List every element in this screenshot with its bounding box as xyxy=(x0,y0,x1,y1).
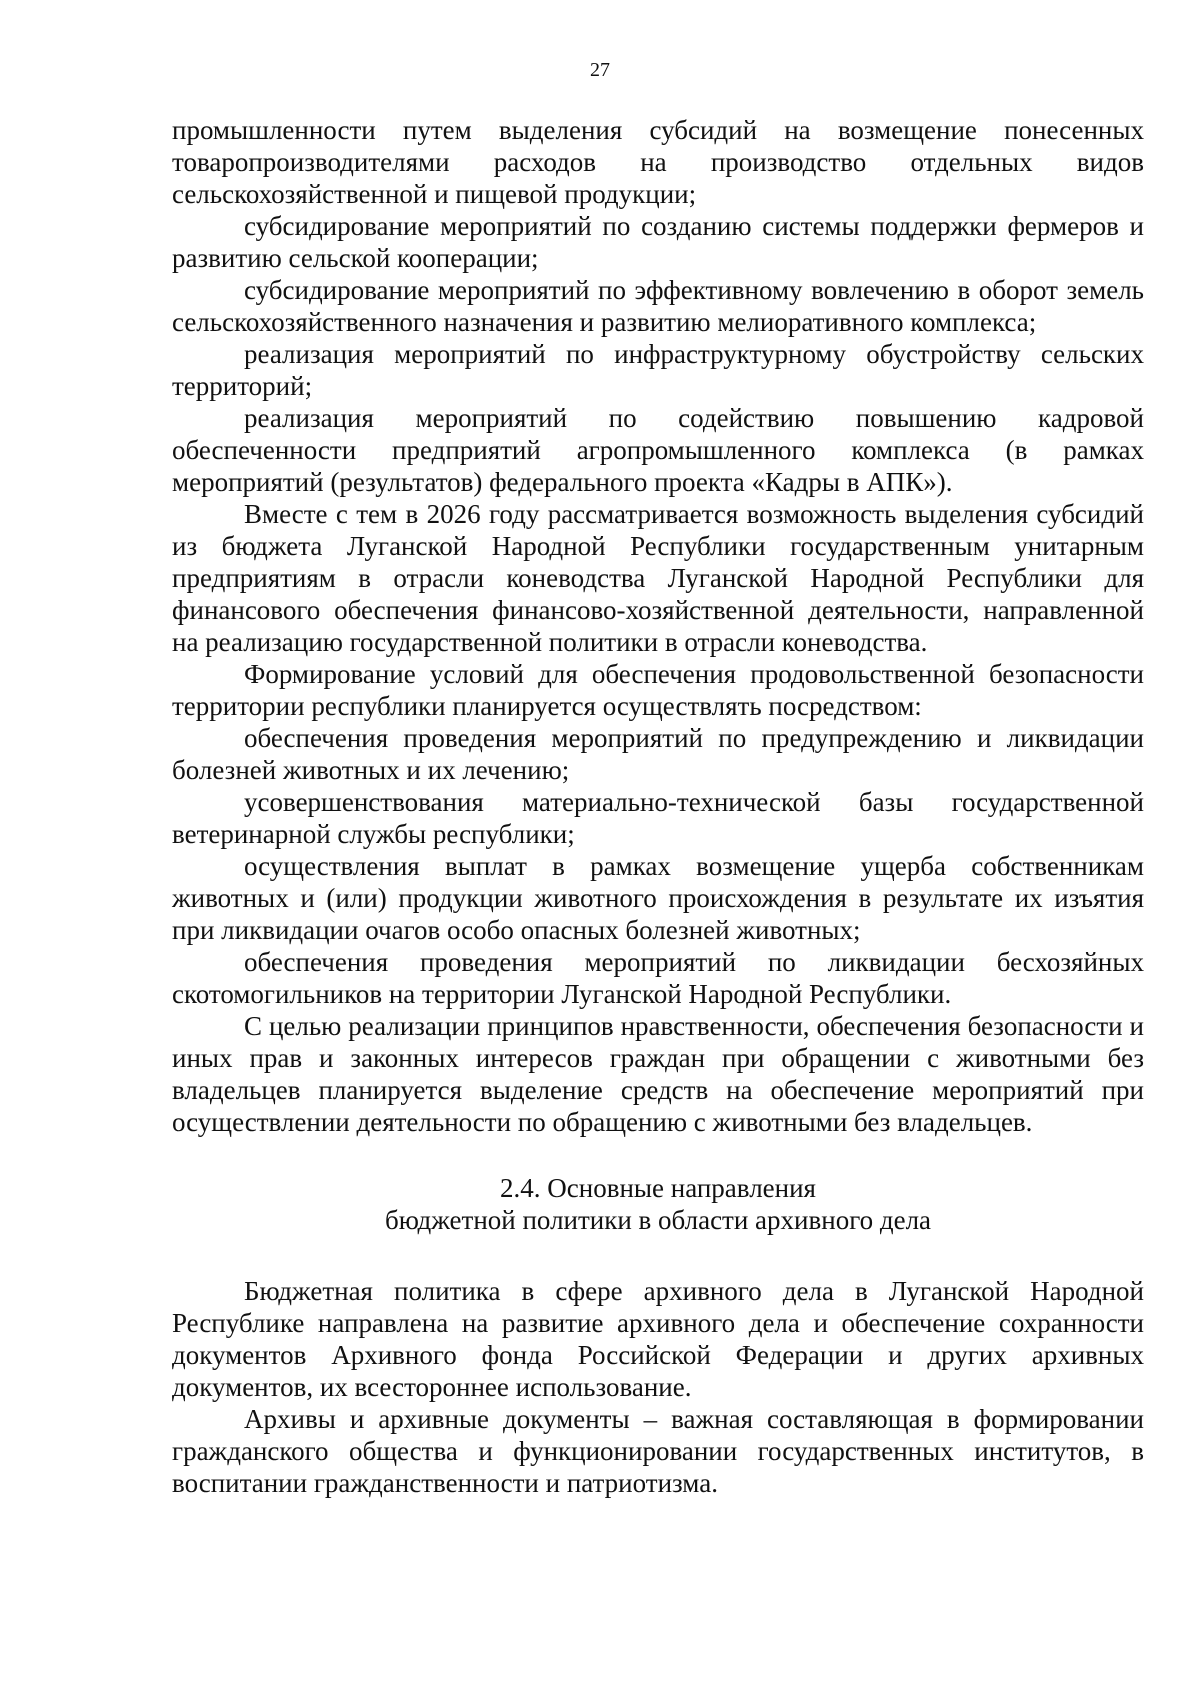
paragraph: Бюджетная политика в сфере архивного дела в Луганской Народной Республике направлена на развитие архивного дела и обеспечение сохранности документов Архивного фонда Российской Федерации и других архивных документов, их всестороннее использование. xyxy=(172,1276,1144,1402)
paragraph: Формирование условий для обеспечения продовольственной безопасности территории республики планируется осуществлять посредством: xyxy=(172,659,1144,721)
paragraph: реализация мероприятий по содействию повышению кадровой обеспеченности предприятий агропромышленного комплекса (в рамках мероприятий (результатов) федерального проекта «Кадры в АПК»). xyxy=(172,403,1144,497)
paragraph: С целью реализации принципов нравственности, обеспечения безопасности и иных прав и законных интересов граждан при обращении с животными без владельцев планируется выделение средств на обеспечение мероприятий при осуществлении деятельности по обращению с животными без владельцев. xyxy=(172,1011,1144,1137)
paragraph: промышленности путем выделения субсидий на возмещение понесенных товаропроизводителями расходов на производство отдельных видов сельскохозяйственной и пищевой продукции; xyxy=(172,115,1144,209)
document-body xyxy=(172,114,1144,1499)
paragraph: субсидирование мероприятий по эффективному вовлечению в оборот земель сельскохозяйственного назначения и развитию мелиоративного комплекса; xyxy=(172,275,1144,337)
section-heading-line: бюджетной политики в области архивного дела xyxy=(384,1205,932,1235)
paragraph: Вместе с тем в 2026 году рассматривается возможность выделения субсидий из бюджета Луганской Народной Республики государственным унитарным предприятиям в отрасли коневодства Луганской Народной Республики для финансового обеспечения финансово-хозяйственной деятельности, направленной на реализацию государственной политики в отрасли коневодства. xyxy=(172,499,1144,657)
section-heading xyxy=(172,1172,1144,1236)
paragraph: Архивы и архивные документы – важная составляющая в формировании гражданского общества и функционировании государственных институтов, в воспитании гражданственности и патриотизма. xyxy=(172,1404,1144,1498)
paragraph: осуществления выплат в рамках возмещение ущерба собственникам животных и (или) продукции животного происхождения в результате их изъятия при ликвидации очагов особо опасных болезней животных; xyxy=(172,851,1144,945)
paragraph: обеспечения проведения мероприятий по предупреждению и ликвидации болезней животных и их лечению; xyxy=(172,723,1144,785)
section-heading-line: 2.4. Основные направления xyxy=(500,1173,816,1203)
paragraph: обеспечения проведения мероприятий по ликвидации бесхозяйных скотомогильников на территории Луганской Народной Республики. xyxy=(172,947,1144,1009)
paragraph: субсидирование мероприятий по созданию системы поддержки фермеров и развитию сельской кооперации; xyxy=(172,211,1144,273)
paragraph: усовершенствования материально-технической базы государственной ветеринарной службы республики; xyxy=(172,787,1144,849)
page-number: 27 xyxy=(590,59,610,81)
paragraph: реализация мероприятий по инфраструктурному обустройству сельских территорий; xyxy=(172,339,1144,401)
